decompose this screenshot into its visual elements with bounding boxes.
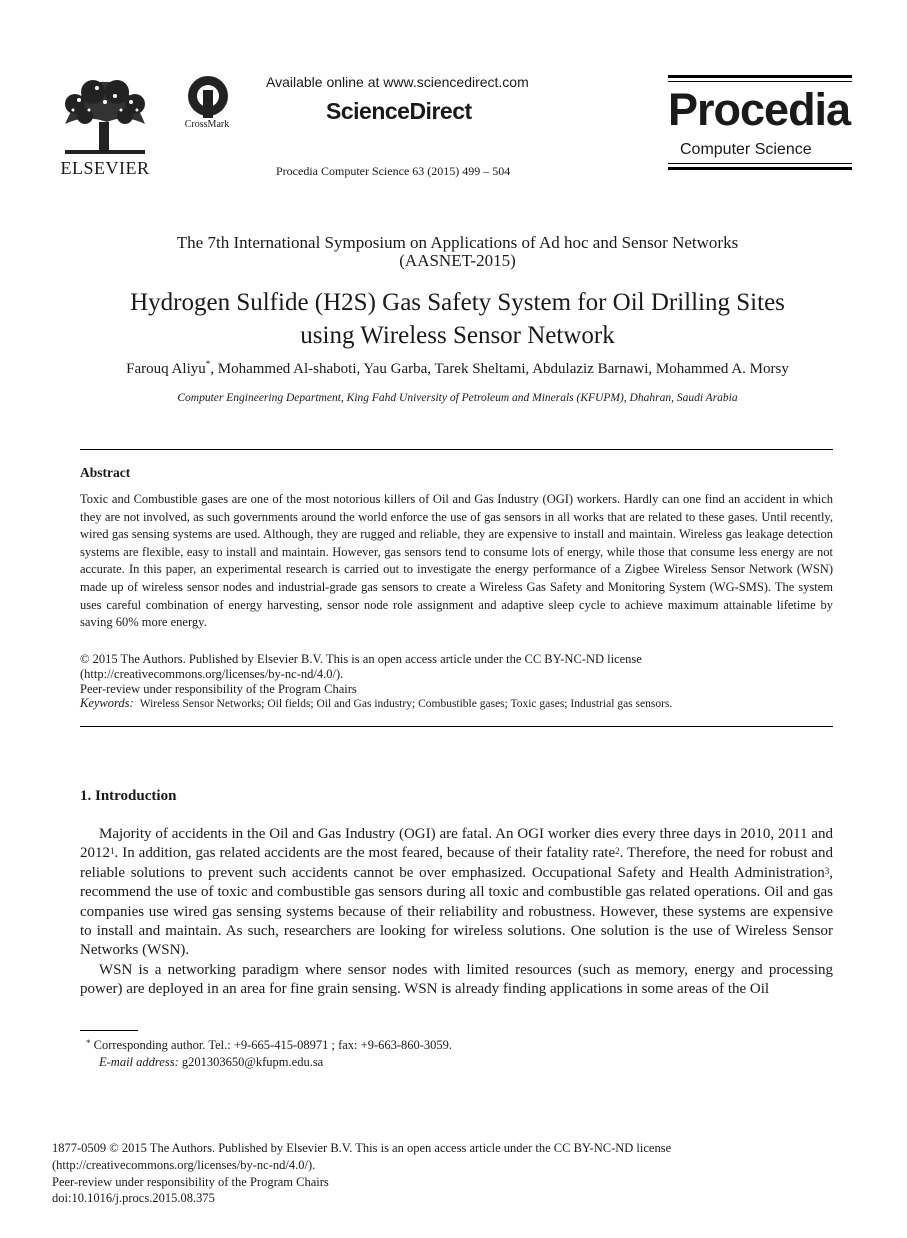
title-line-1: Hydrogen Sulfide (H2S) Gas Safety System for Oil Drilling Sites [130, 289, 785, 316]
procedia-rule-top-thin [668, 81, 852, 82]
license-link[interactable]: (http://creativecommons.org/licenses/by-nc-nd/4.0/). [80, 667, 344, 681]
procedia-rule-bottom-thin [668, 163, 852, 164]
keywords-list: Wireless Sensor Networks; Oil fields; Oil and Gas industry; Combustible gases; Toxic gases; Industrial gas sensors. [139, 698, 673, 710]
other-authors: , Mohammed Al-shaboti, Yau Garba, Tarek Sheltami, Abdulaziz Barnawi, Mohammed A. Morsy [210, 361, 789, 377]
author-list [60, 361, 855, 378]
ref-2[interactable]: 2 [615, 846, 620, 857]
keywords-label: Keywords: [80, 696, 134, 710]
introduction-heading: 1. Introduction [80, 788, 177, 804]
ref-3[interactable]: 3 [824, 865, 830, 876]
abstract-rule-top [80, 449, 833, 450]
footnote-rule [80, 1030, 138, 1031]
title-line-2: using Wireless Sensor Network [300, 322, 615, 349]
conference-name [60, 234, 855, 270]
conference-line-2: (AASNET-2015) [399, 251, 516, 270]
corresponding-author-note: * Corresponding author. Tel.: +9-665-415-08971 ; fax: +9-663-860-3059. [86, 1038, 453, 1052]
paper-title [60, 286, 855, 352]
first-author: Farouq Aliyu [126, 361, 206, 377]
affiliation: Computer Engineering Department, King Fahd University of Petroleum and Minerals (KFUPM), Dhahran, Saudi Arabia [177, 392, 738, 404]
email-label: E-mail address: [99, 1055, 179, 1069]
email-address[interactable]: g201303650@kfupm.edu.sa [181, 1055, 324, 1069]
elsevier-wordmark: ELSEVIER [60, 158, 150, 178]
procedia-logo: Procedia [668, 84, 851, 135]
intro-paragraph-1: Majority of accidents in the Oil and Gas Industry (OGI) are fatal. An OGI worker dies every three days in 2010, 2011 and 2012$^1$. In addition, gas related accidents are the most feared, because of their fatality rate$^2$. Therefore, the need for robust and reliable solutions to prevent such accidents cannot be over emphasized. Occupational Safety and Health Administration$^3$, recommend the use of toxic and combustible gas sensors during all toxic and combustible gas related operations. Oil and gas companies use wired gas sensing systems because of their reliability and robustness. However, these systems are expensive to install and maintain. As such, researchers are looking for wireless solutions. One solution is the use of Wireless Sensor Networks (WSN). [80, 826, 833, 959]
procedia-rule-top [668, 75, 852, 78]
ref-1[interactable]: 1 [110, 846, 115, 857]
abstract-heading: Abstract [80, 465, 131, 480]
corresponding-mark: * [205, 359, 211, 369]
sciencedirect-logo: ScienceDirect [326, 98, 472, 124]
abstract-rule-bottom [80, 726, 833, 727]
peer-review-note: Peer-review under responsibility of the Program Chairs [80, 682, 357, 696]
procedia-rule-bottom [668, 167, 852, 170]
intro-paragraph-2: WSN is a networking paradigm where sensor nodes with limited resources (such as memory, energy and processing power) are deployed in an area for fine grain sensing. WSN is already finding applications in some areas of the Oil [80, 961, 833, 998]
page-footer [52, 1140, 671, 1207]
keywords [80, 696, 672, 711]
journal-reference: Procedia Computer Science 63 (2015) 499 – 504 [276, 164, 511, 178]
footer-license-link[interactable]: (http://creativecommons.org/licenses/by-nc-nd/4.0/). [52, 1157, 316, 1172]
email-line [86, 1054, 452, 1071]
conference-line-1: The 7th International Symposium on Applications of Ad hoc and Sensor Networks [176, 233, 739, 252]
copyright-line-1: © 2015 The Authors. Published by Elsevier B.V. This is an open access article under the CC BY-NC-ND license [80, 652, 642, 666]
footer-copyright: 1877-0509 © 2015 The Authors. Published by Elsevier B.V. This is an open access article under the CC BY-NC-ND license [52, 1141, 672, 1155]
footnote [86, 1037, 452, 1071]
footer-doi[interactable]: doi:10.1016/j.procs.2015.08.375 [52, 1191, 215, 1206]
crossmark-label: CrossMark [184, 119, 230, 130]
abstract-body: Toxic and Combustible gases are one of the most notorious killers of Oil and Gas Industry (OGI) workers. Hardly can one find an accident in which they are not involved, as such governments around the world enforce the use of gas sensors in all works that are related to these gases. Until recently, wired gas sensing systems are used. Although, they are rugged and reliable, they are expensive to install and maintain. Wireless gas leakage detection systems are flexible, easy to install and maintain. However, gas sensors tend to consume lots of energy, while those that consume less energy are not accurate. In this paper, an experimental research is carried out to investigate the energy performance of a Zigbee Wireless Sensor Network (WSN) made up of wireless sensor nodes and industrial-grade gas sensors to create a Wireless Gas Safety and Monitoring System (WG-SMS). The system uses careful combination of energy harvesting, sensor node role assignment and adaptive sleep cycle to achieve maximum attainable lifetime by saving 60% more energy. [80, 492, 833, 630]
available-online-text[interactable]: Available online at www.sciencedirect.com [266, 74, 529, 90]
introduction-body [80, 825, 833, 1000]
footer-peer-review: Peer-review under responsibility of the Program Chairs [52, 1174, 329, 1189]
procedia-subtitle: Computer Science [680, 141, 812, 158]
